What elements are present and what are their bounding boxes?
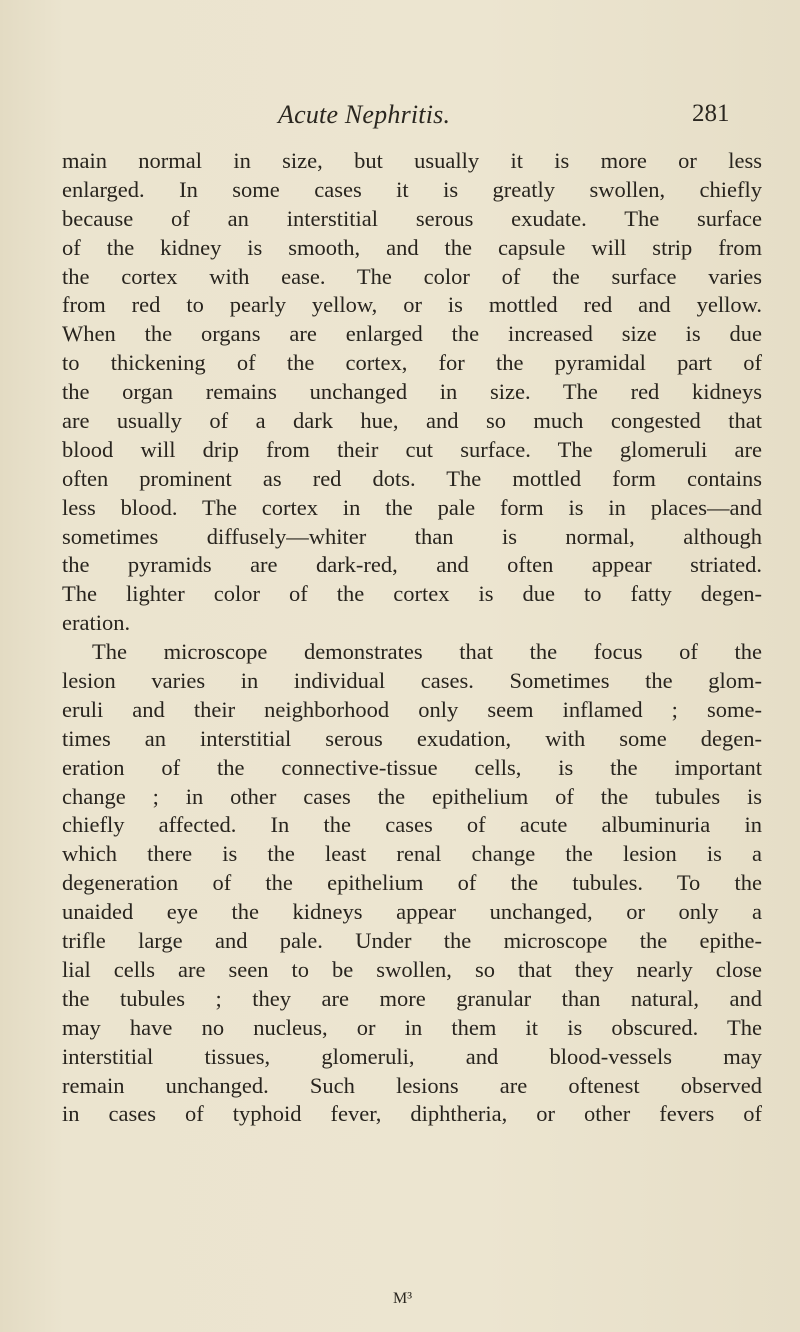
text-line: the cortex with ease. The color of the surface varies: [62, 263, 762, 289]
text-line: lesion varies in individual cases. Sometimes the glom-: [62, 668, 762, 694]
text-line: trifle large and pale. Under the microscope the epithe-: [62, 928, 762, 954]
body-text: [62, 147, 762, 1129]
text-line: chiefly affected. In the cases of acute albuminuria in: [62, 812, 762, 838]
text-line: blood will drip from their cut surface. The glomeruli are: [62, 436, 762, 462]
text-line: to thickening of the cortex, for the pyramidal part of: [62, 350, 762, 376]
paragraph-end-line: eration.: [62, 610, 131, 636]
running-title: Acute Nephritis.: [278, 100, 451, 129]
text-line: because of an interstitial serous exudate. The surface: [62, 205, 762, 231]
text-line: which there is the least renal change the lesion is a: [62, 841, 762, 867]
page-number: 281: [692, 100, 730, 127]
text-line: unaided eye the kidneys appear unchanged, or only a: [62, 899, 762, 925]
text-line: often prominent as red dots. The mottled form contains: [62, 465, 762, 491]
text-line: from red to pearly yellow, or is mottled red and yellow.: [62, 292, 762, 318]
paragraph-start-line: The microscope demonstrates that the focus of the: [92, 639, 762, 665]
text-line: in cases of typhoid fever, diphtheria, or other fevers of: [62, 1101, 762, 1127]
text-line: lial cells are seen to be swollen, so that they nearly close: [62, 956, 762, 982]
text-line: change ; in other cases the epithelium of the tubules is: [62, 783, 762, 809]
text-line: interstitial tissues, glomeruli, and blood-vessels may: [62, 1043, 762, 1069]
text-line: enlarged. In some cases it is greatly swollen, chiefly: [62, 176, 762, 202]
text-line: The lighter color of the cortex is due to fatty degen-: [62, 581, 762, 607]
text-line: are usually of a dark hue, and so much congested that: [62, 408, 762, 434]
text-line: sometimes diffusely—whiter than is normal, although: [62, 523, 762, 549]
signature-mark: M³: [393, 1290, 413, 1307]
text-line: the pyramids are dark-red, and often appear striated.: [62, 552, 762, 578]
text-line: may have no nucleus, or in them it is obscured. The: [62, 1014, 762, 1040]
text-line: main normal in size, but usually it is more or less: [62, 148, 762, 173]
text-line: times an interstitial serous exudation, with some degen-: [62, 725, 762, 751]
text-line: less blood. The cortex in the pale form is in places—and: [62, 494, 762, 520]
text-line: When the organs are enlarged the increased size is due: [62, 321, 762, 347]
running-head: [0, 100, 800, 140]
text-line: of the kidney is smooth, and the capsule will strip from: [62, 234, 762, 260]
text-line: the organ remains unchanged in size. The red kidneys: [62, 379, 762, 405]
text-line: degeneration of the epithelium of the tubules. To the: [62, 870, 762, 896]
text-line: the tubules ; they are more granular than natural, and: [62, 985, 762, 1011]
text-line: eration of the connective-tissue cells, is the important: [62, 754, 762, 780]
text-line: remain unchanged. Such lesions are oftenest observed: [62, 1072, 762, 1098]
text-line: eruli and their neighborhood only seem inflamed ; some-: [62, 696, 762, 722]
